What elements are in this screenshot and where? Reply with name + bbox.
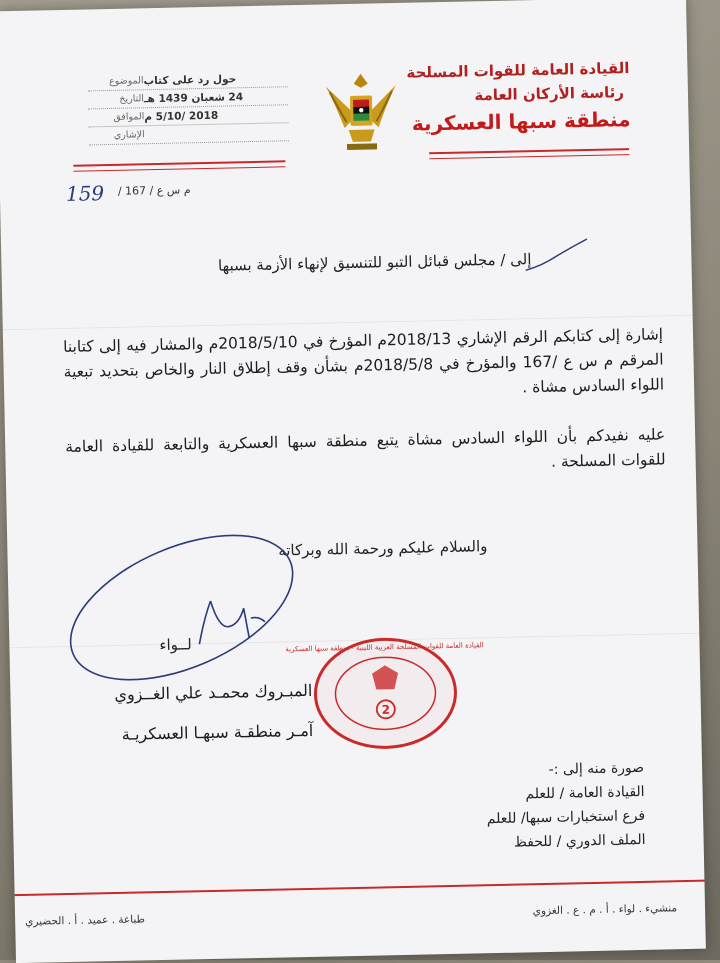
signatory-name: المبـروك محمـد علي الغــزوي [114, 680, 313, 704]
paragraph-2: عليه نفيدكم بأن اللواء السادس مشاة يتبع منطقة سبها العسكرية والتابعة للقيادة العامة للقوات المسلحة . [65, 425, 666, 471]
signatory-title: آمـر منطقـة سبهـا العسكريـة [121, 720, 314, 744]
signatory-rank: لــواء [159, 635, 192, 655]
letterhead [399, 56, 631, 139]
meta-date-value: 24 شعبان 1439 هـ [143, 90, 244, 105]
list-item: الملف الدوري / للحفظ [513, 831, 646, 851]
copies-list [344, 756, 646, 858]
handwritten-signature-icon [188, 588, 269, 660]
handwritten-mark-icon [521, 235, 592, 276]
official-stamp-icon [285, 632, 484, 755]
letterhead-rule [429, 154, 629, 159]
stamp-text: القيادة العامة للقوات المسلحة العربية الليبية - منطقة سبها العسكرية [285, 641, 484, 654]
meta-corresponding-value: 2018 /5/10 م [144, 109, 219, 123]
copies-heading: صورة منه إلى :- [548, 759, 645, 778]
letter-meta [87, 69, 288, 145]
handwritten-oval-icon [55, 520, 309, 695]
meta-subject-value: حول رد على كتاب [143, 72, 237, 87]
letterhead-line3: منطقة سبها العسكرية [411, 107, 631, 136]
handwritten-number: 159 [65, 181, 105, 206]
eagle-emblem-icon [315, 65, 407, 157]
meta-subject-label: الموضوع [108, 75, 144, 87]
addressee: إلى / مجلس قبائل التبو للتنسيق لإنهاء الأزمة بسبها [217, 250, 532, 275]
closing-greeting: والسلام عليكم ورحمة الله وبركاته [278, 537, 488, 560]
stamp-number: 2 [381, 702, 391, 717]
footer-typist: طباعة . عميد . أ . الحضيري [25, 913, 146, 928]
list-item: فرع استخبارات سبها/ للعلم [486, 807, 646, 828]
letterhead-rule [429, 148, 629, 154]
reference-number: م س ع / 167 / [117, 183, 191, 198]
footer-author: منشيء . لواء . أ . م . ع . الغزوي [532, 902, 678, 918]
list-item: القيادة العامة / للعلم [525, 783, 645, 803]
meta-rule [73, 166, 285, 171]
meta-rule [73, 160, 285, 166]
letterhead-line1: القيادة العامة للقوات المسلحة [406, 59, 630, 82]
meta-reference-label: الإشاري [113, 129, 145, 141]
meta-reference [89, 123, 289, 145]
letterhead-line2: رئاسة الأركان العامة [474, 83, 625, 105]
meta-date-label: التاريخ [119, 93, 145, 105]
meta-corresponding-label: الموافق [113, 111, 145, 123]
paragraph-1: إشارة إلى كتابكم الرقم الإشاري 2018/13م المؤرخ في 2018/5/10م والمشار فيه إلى كتابنا المرقم م س ع /167 والمؤرخ في 2018/5/8م بشأن وقف إطلاق النار والخاص بتحديد تبعية اللواء السادس مشاة . [62, 325, 665, 397]
footer-rule [15, 880, 705, 896]
